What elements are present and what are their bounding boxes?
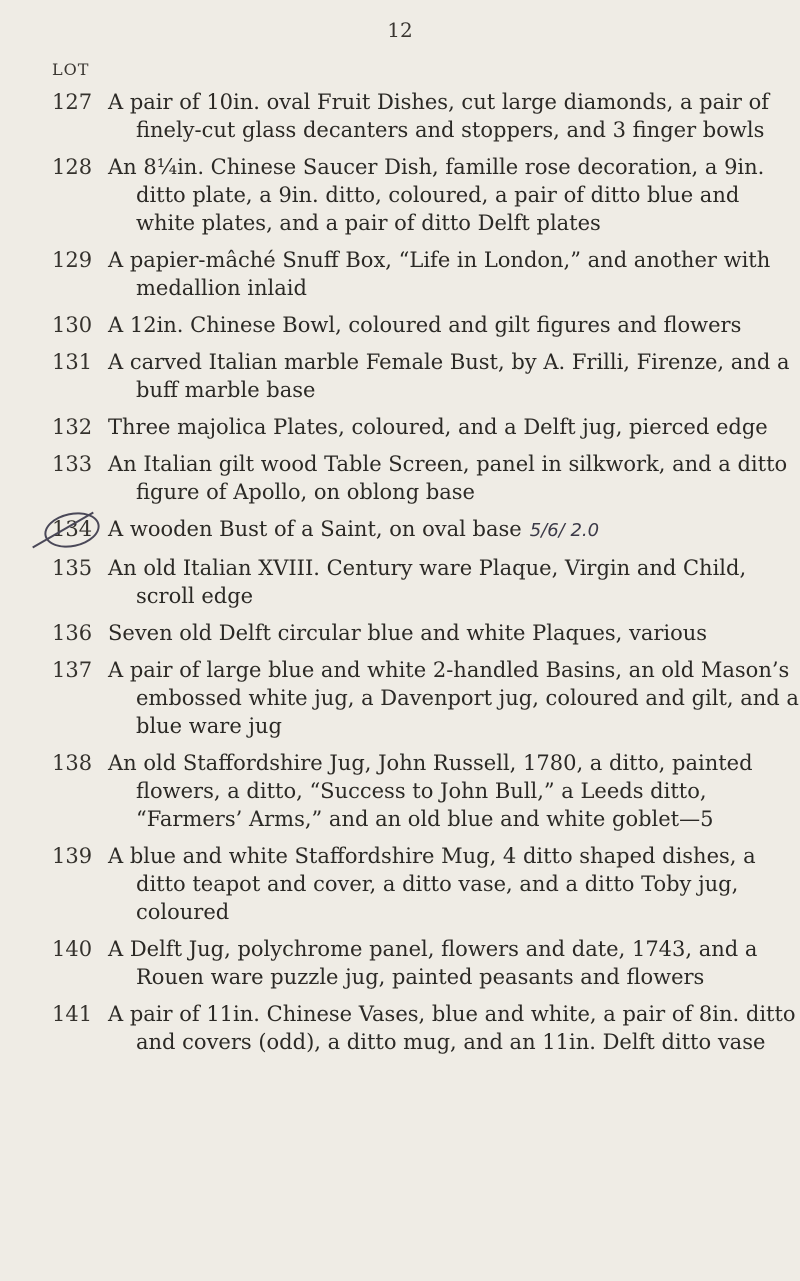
lot-entry (0, 348, 800, 404)
lot-description: Seven old Delft circular blue and white Plaques, various (108, 621, 708, 645)
lot-number: 133 (52, 452, 93, 476)
lot-entry (0, 413, 800, 441)
lot-number: 129 (52, 248, 93, 272)
lot-entry (0, 246, 800, 302)
lot-number: 138 (52, 751, 93, 775)
lot-entry (0, 1000, 800, 1056)
lot-description: A carved Italian marble Female Bust, by A. Frilli, Firenze, and a buff marble base (108, 350, 790, 402)
lot-description: An old Staffordshire Jug, John Russell, 1780, a ditto, painted flowers, a ditto, “Success to John Bull,” a Leeds ditto, “Farmers’ Arms,” and an old blue and white goblet—5 (108, 751, 753, 831)
lot-entry (0, 935, 800, 991)
handwritten-price: 5/6/ 2.0 (529, 520, 600, 541)
lot-description: Three majolica Plates, coloured, and a Delft jug, pierced edge (108, 415, 768, 439)
lot-entry (0, 450, 800, 506)
lot-number: 134 (52, 517, 93, 541)
lot-entry (0, 656, 800, 740)
lot-description: A papier-mâché Snuff Box, “Life in London,” and another with medallion inlaid (108, 248, 771, 300)
lot-entry (0, 88, 800, 144)
lot-number: 140 (52, 937, 93, 961)
lot-number: 132 (52, 415, 93, 439)
lot-description: A Delft Jug, polychrome panel, flowers and date, 1743, and a Rouen ware puzzle jug, painted peasants and flowers (108, 937, 758, 989)
lot-description: A pair of 11in. Chinese Vases, blue and white, a pair of 8in. ditto and covers (odd), a ditto mug, and an 11in. Delft ditto vase (108, 1002, 796, 1054)
lot-entry (0, 842, 800, 926)
lot-description: A pair of large blue and white 2-handled Basins, an old Mason’s embossed white jug, a Davenport jug, coloured and gilt, and a blue ware jug (108, 658, 799, 738)
lot-entry (0, 515, 800, 545)
lot-description: A blue and white Staffordshire Mug, 4 ditto shaped dishes, a ditto teapot and cover, a ditto vase, and a ditto Toby jug, coloured (108, 844, 756, 924)
lot-entry (0, 749, 800, 833)
lot-number: 136 (52, 621, 93, 645)
lot-column-header: LOT (52, 60, 90, 79)
lot-list (0, 88, 800, 1065)
page-number: 12 (387, 18, 413, 42)
lot-number: 130 (52, 313, 93, 337)
lot-description: An Italian gilt wood Table Screen, panel in silkwork, and a ditto figure of Apollo, on oblong base (108, 452, 788, 504)
lot-number: 131 (52, 350, 93, 374)
lot-number: 128 (52, 155, 93, 179)
lot-number: 139 (52, 844, 93, 868)
lot-entry (0, 311, 800, 339)
lot-description (108, 515, 800, 545)
lot-description: An 8¼in. Chinese Saucer Dish, famille rose decoration, a 9in. ditto plate, a 9in. ditto, coloured, a pair of ditto blue and white plates, and a pair of ditto Delft plates (108, 155, 765, 235)
lot-entry (0, 554, 800, 610)
lot-description: A pair of 10in. oval Fruit Dishes, cut large diamonds, a pair of finely-cut glass decanters and stoppers, and 3 finger bowls (108, 90, 769, 142)
lot-description: A 12in. Chinese Bowl, coloured and gilt figures and flowers (108, 313, 742, 337)
lot-number: 141 (52, 1002, 93, 1026)
lot-entry (0, 153, 800, 237)
lot-description: An old Italian XVIII. Century ware Plaque, Virgin and Child, scroll edge (108, 556, 747, 608)
lot-number: 137 (52, 658, 93, 682)
lot-number: 135 (52, 556, 93, 580)
lot-entry (0, 619, 800, 647)
lot-number: 127 (52, 90, 93, 114)
lot-description-text: A wooden Bust of a Saint, on oval base (108, 517, 522, 541)
